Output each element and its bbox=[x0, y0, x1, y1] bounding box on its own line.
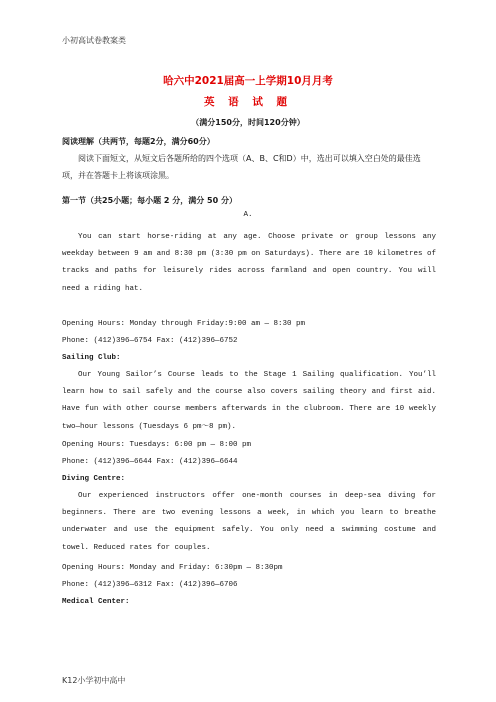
sailing-paragraph: Our Young Sailor’s Course leads to the Stage 1 Sailing qualification. You’ll learn how to sail safely and the course also covers sailing theory and first aid. Have fun with other course members afterwards in the clubroom. There are 10 weekly two—hour lessons (Tuesdays 6 pm～8 pm). bbox=[62, 371, 436, 431]
diving-heading: Diving Centre: bbox=[62, 475, 126, 483]
riding-hours: Opening Hours: Monday through Friday:9:00 am — 8:30 pm bbox=[62, 320, 306, 328]
riding-phone: Phone: (412)396—6754 Fax: (412)396—6752 bbox=[62, 337, 238, 345]
subject-title: 英 语 试 题 bbox=[204, 96, 292, 108]
part1-title: 第一节（共25小题；每小题 2 分，满分 50 分） bbox=[62, 196, 237, 205]
diving-paragraph: Our experienced instructors offer one-month courses in deep-sea diving for beginners. There are two evening lessons a week, in which you learn to breathe underwater and use the equipment safely. You only need a swimming costume and towel. Reduced rates for couples. bbox=[62, 492, 436, 552]
sailing-heading: Sailing Club: bbox=[62, 354, 121, 362]
diving-hours: Opening Hours: Monday and Friday: 6:30pm — 8:30pm bbox=[62, 564, 283, 572]
sailing-hours: Opening Hours: Tuesdays: 6:00 pm — 8:00 pm bbox=[62, 441, 252, 449]
score-info: （满分150分，时间120分钟） bbox=[191, 118, 305, 127]
medical-heading: Medical Center: bbox=[62, 598, 130, 606]
exam-title: 哈六中2021届高一上学期10月月考 bbox=[163, 75, 333, 87]
section-title: 阅读理解（共两节，每题2分，满分60分） bbox=[62, 137, 215, 146]
passage-label: A. bbox=[243, 211, 253, 219]
footer-note: K12小学初中高中 bbox=[62, 676, 126, 685]
sailing-phone: Phone: (412)396—6644 Fax: (412)396—6644 bbox=[62, 458, 238, 466]
riding-paragraph: You can start horse-riding at any age. Choose private or group lessons any weekday between 9 am and 8:30 pm (3:30 pm on Saturdays). There are 10 kilometres of tracks and paths for leisurely rides across farmland and open country. You will need a riding hat. bbox=[62, 233, 436, 293]
header-note: 小初高试卷教案类 bbox=[62, 36, 126, 45]
diving-phone: Phone: (412)396—6312 Fax: (412)396—6706 bbox=[62, 581, 238, 589]
instructions: 阅读下面短文，从短文后各题所给的四个选项（A、B、C和D）中，选出可以填入空白处的最佳选项，并在答题卡上将该项涂黑。 bbox=[62, 154, 421, 180]
